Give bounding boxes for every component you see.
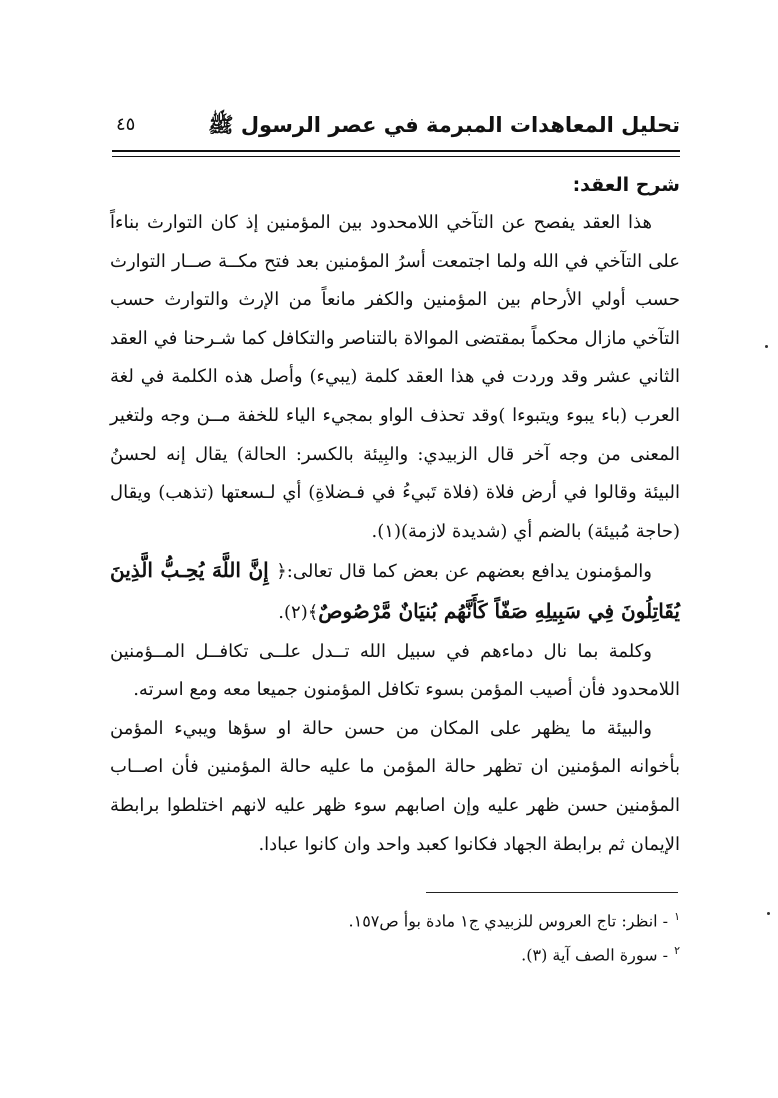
section-heading: شرح العقد: <box>572 174 680 196</box>
footnote-number: ١ <box>674 910 680 923</box>
quran-outro: ﴾(٢). <box>278 601 319 623</box>
footnote-2 <box>300 936 680 970</box>
footnote-number: ٢ <box>674 944 680 958</box>
paragraph-2: وكلمة بما نال دماءهم في سبيل الله تــدل علــى تكافــل المــؤمنين اللامحدود فأن أصيب المؤمن بسوء تكافل المؤمنون جميعا معه ومع اسرته. <box>110 640 680 701</box>
footnote-1 <box>300 902 680 936</box>
header-rule-thick <box>112 150 680 152</box>
paragraph-1: هذا العقد يفصح عن التآخي اللامحدود بين المؤمنين إذ كان التوارث بناءاً على التآخي في الله ولما اجتمعت أسرُ المؤمنين بعد فتح مكــة صــار التوارث حسب أولي الأرحام بين المؤمنين والكفر مانعاً من الإرث والتوارث حسب التآخي مازال محكماً بمقتضى الموالاة بالتناصر والتكافل كما شـرحنا في العقد الثاني عشر وقد وردت في هذا العقد كلمة (يبيء) وأصل هذه الكلمة في لغة العرب (باء يبوء ويتبوءا )وقد تحذف الواو بمجيء الياء للخفة مــن وجه ولتغير المعنى من وجه آخر قال الزبيدي: والبِيئة بالكسر: الحالة) يقال إنه لحسنُ البيئة وقالوا في أرض فلاة (فلاة تَبيءُ في فـضلاةِ) أي لـسعتها (تذهب) ويقال (حاجة مُبيئة) بالضم أي (شديدة لازمة)(١). <box>110 212 680 542</box>
footnote-separator <box>426 892 678 893</box>
quran-paragraph <box>110 551 680 632</box>
scan-speck <box>765 345 768 348</box>
footnotes <box>300 902 680 971</box>
running-header <box>112 108 680 142</box>
body-text <box>110 166 680 864</box>
scan-speck <box>767 912 770 915</box>
footnote-text: - سورة الصف آية (٣). <box>521 945 669 965</box>
page-number: ٤٥ <box>116 114 136 135</box>
quran-verse: إِنَّ اللَّهَ يُحِـبُّ الَّذِينَ يُقَاتِلُونَ فِي سَبِيلِهِ صَفّاً كَأَنَّهُم بُنيَانٌ مَّرْصُوصٌ <box>110 558 680 623</box>
header-title: تحليل المعاهدات المبرمة في عصر الرسول ﷺ <box>208 113 680 137</box>
quran-intro: والمؤمنون يدافع بعضهم عن بعض كما قال تعالى:﴿ <box>276 561 652 583</box>
footnote-text: - انظر: تاج العروس للزبيدي ج١ مادة بوأ ص١٥٧. <box>348 911 669 931</box>
paragraph-3: والبيئة ما يظهر على المكان من حسن حالة او سؤها ويبيء المؤمن بأخوانه المؤمنين ان تظهر حالة المؤمن ما عليه حالة المؤمنين فأن اصــاب المؤمنين حسن ظهر عليه وإن اصابهم سوء ظهر عليه لانهم اختلطوا برابطة الإيمان ثم برابطة الجهاد فكانوا كعبد واحد وان كانوا عبادا. <box>110 717 680 855</box>
header-rule-thin <box>112 156 680 157</box>
